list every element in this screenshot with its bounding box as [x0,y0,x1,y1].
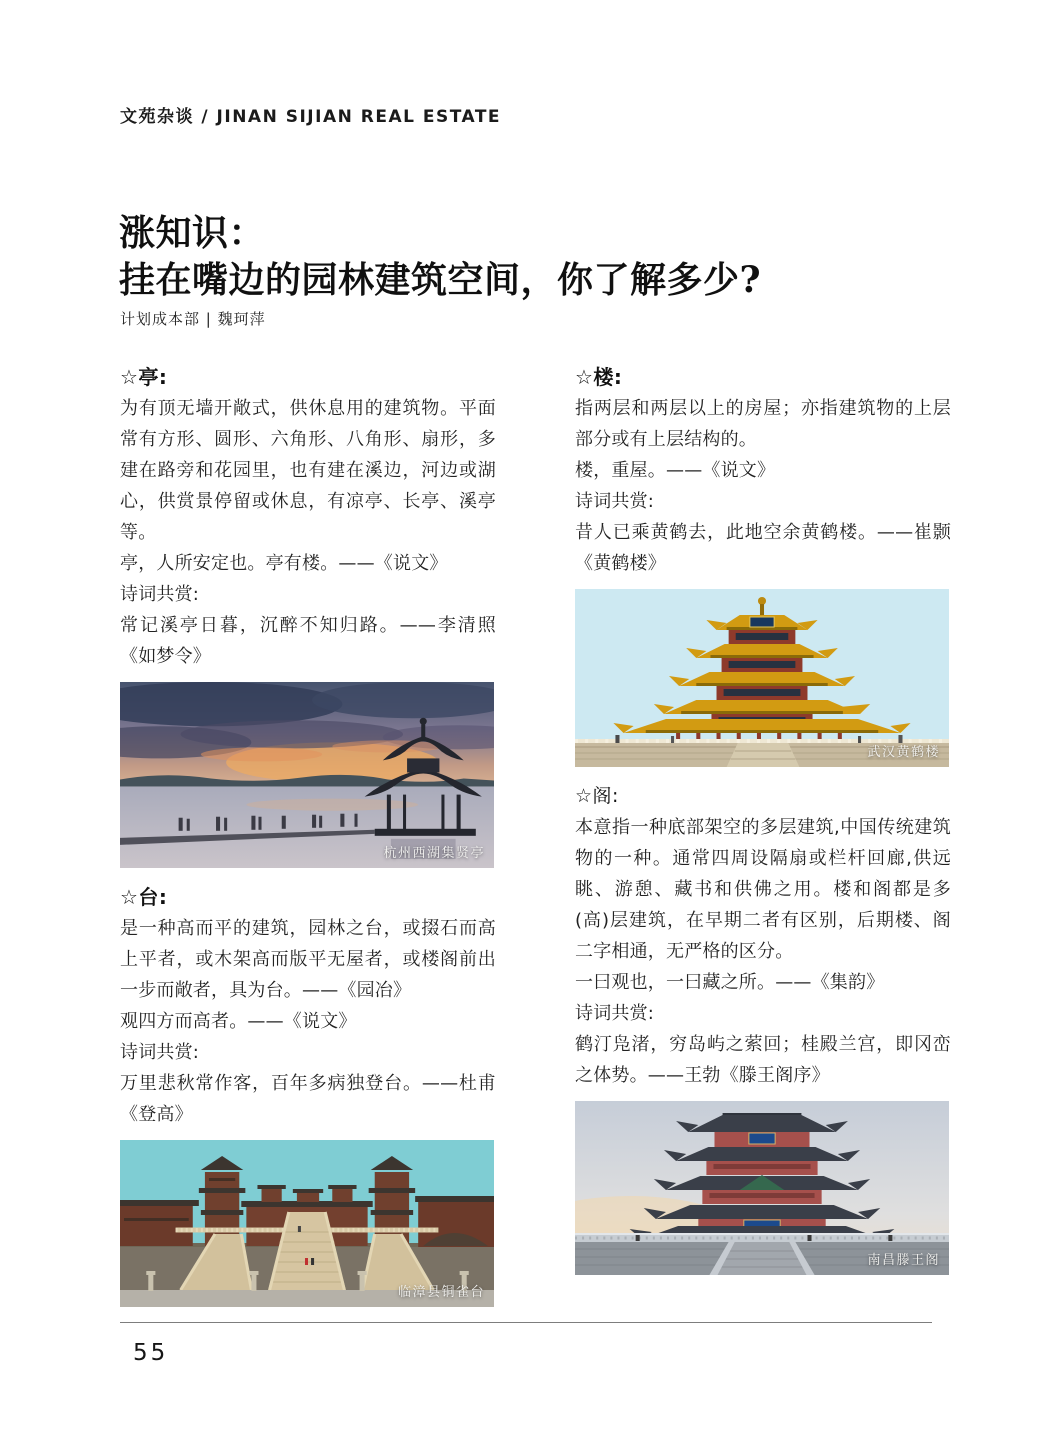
byline: 计划成本部 | 魏珂萍 [120,310,266,328]
right-column [575,362,951,1289]
figure-caption-tongque: 临漳县铜雀台 [397,1285,485,1300]
ting-poetry-quote: 常记溪亭日暮，沉醉不知归路。——李清照《如梦令》 [120,615,496,667]
figure-yellow-crane-tower [575,589,949,767]
footer-rule [120,1322,932,1323]
figure-tengwang-pavilion [575,1101,949,1275]
section-heading-ge: ☆阁: [575,785,619,807]
ting-definition: 为有顶无墙开敞式，供休息用的建筑物。平面常有方形、圆形、六角形、八角形、扇形，多建在路旁和花园里，也有建在溪边，河边或湖心，供赏景停留或休息，有凉亭、长亭、溪亭等。 [120,398,496,543]
tai-poetry-quote: 万里悲秋常作客，百年多病独登台。——杜甫《登高》 [120,1073,496,1125]
ting-poetry-label: 诗词共赏: [120,584,200,605]
ge-citation: 一曰观也，一曰藏之所。——《集韵》 [575,972,885,993]
section-heading-lou: ☆楼: [575,365,623,389]
article-title [119,210,761,304]
lou-poetry-label: 诗词共赏: [575,491,655,512]
westlake-pavilion-image [120,682,494,868]
tai-poetry-label: 诗词共赏: [120,1042,200,1063]
figure-caption-jixian: 杭州西湖集贤亭 [383,846,485,861]
figure-tongque-terrace [120,1140,494,1307]
lou-definition: 指两层和两层以上的房屋；亦指建筑物的上层部分或有上层结构的。 [575,398,951,450]
article-title-line1: 涨知识： [119,212,266,254]
figure-jixian-pavilion [120,682,494,868]
ting-citation: 亭，人所安定也。亭有楼。——《说文》 [120,553,448,574]
page-number: 55 [133,1340,169,1366]
lou-poetry-quote: 昔人已乘黄鹤去，此地空余黄鹤楼。——崔颢《黄鹤楼》 [575,522,951,574]
ge-poetry-quote: 鹤汀凫渚，穷岛屿之萦回；桂殿兰宫，即冈峦之体势。——王勃《滕王阁序》 [575,1034,951,1086]
tai-citation: 观四方而高者。——《说文》 [120,1011,357,1032]
ge-definition: 本意指一种底部架空的多层建筑,中国传统建筑物的一种。通常四周设隔扇或栏杆回廊,供远眺、游憩、藏书和供佛之用。楼和阁都是多(高)层建筑，在早期二者有区别，后期楼、阁二字相通，无严格的区分。 [575,817,951,962]
figure-caption-tengwang: 南昌滕王阁 [867,1253,940,1268]
left-column [120,362,496,1321]
lou-citation: 楼，重屋。——《说文》 [575,460,776,481]
section-heading-tai: ☆台: [120,885,168,909]
tai-definition: 是一种高而平的建筑，园林之台，或掇石而高上平者，或木架高而版平无屋者，或楼阁前出一步而敞者，具为台。——《园冶》 [120,918,496,1001]
section-heading-ting: ☆亭: [120,365,168,389]
page-header: 文苑杂谈 / JINAN SIJIAN REAL ESTATE [120,107,502,127]
article-title-line2: 挂在嘴边的园林建筑空间，你了解多少? [119,259,762,301]
ge-poetry-label: 诗词共赏: [575,1003,655,1024]
figure-caption-huanghelou: 武汉黄鹤楼 [867,745,940,760]
